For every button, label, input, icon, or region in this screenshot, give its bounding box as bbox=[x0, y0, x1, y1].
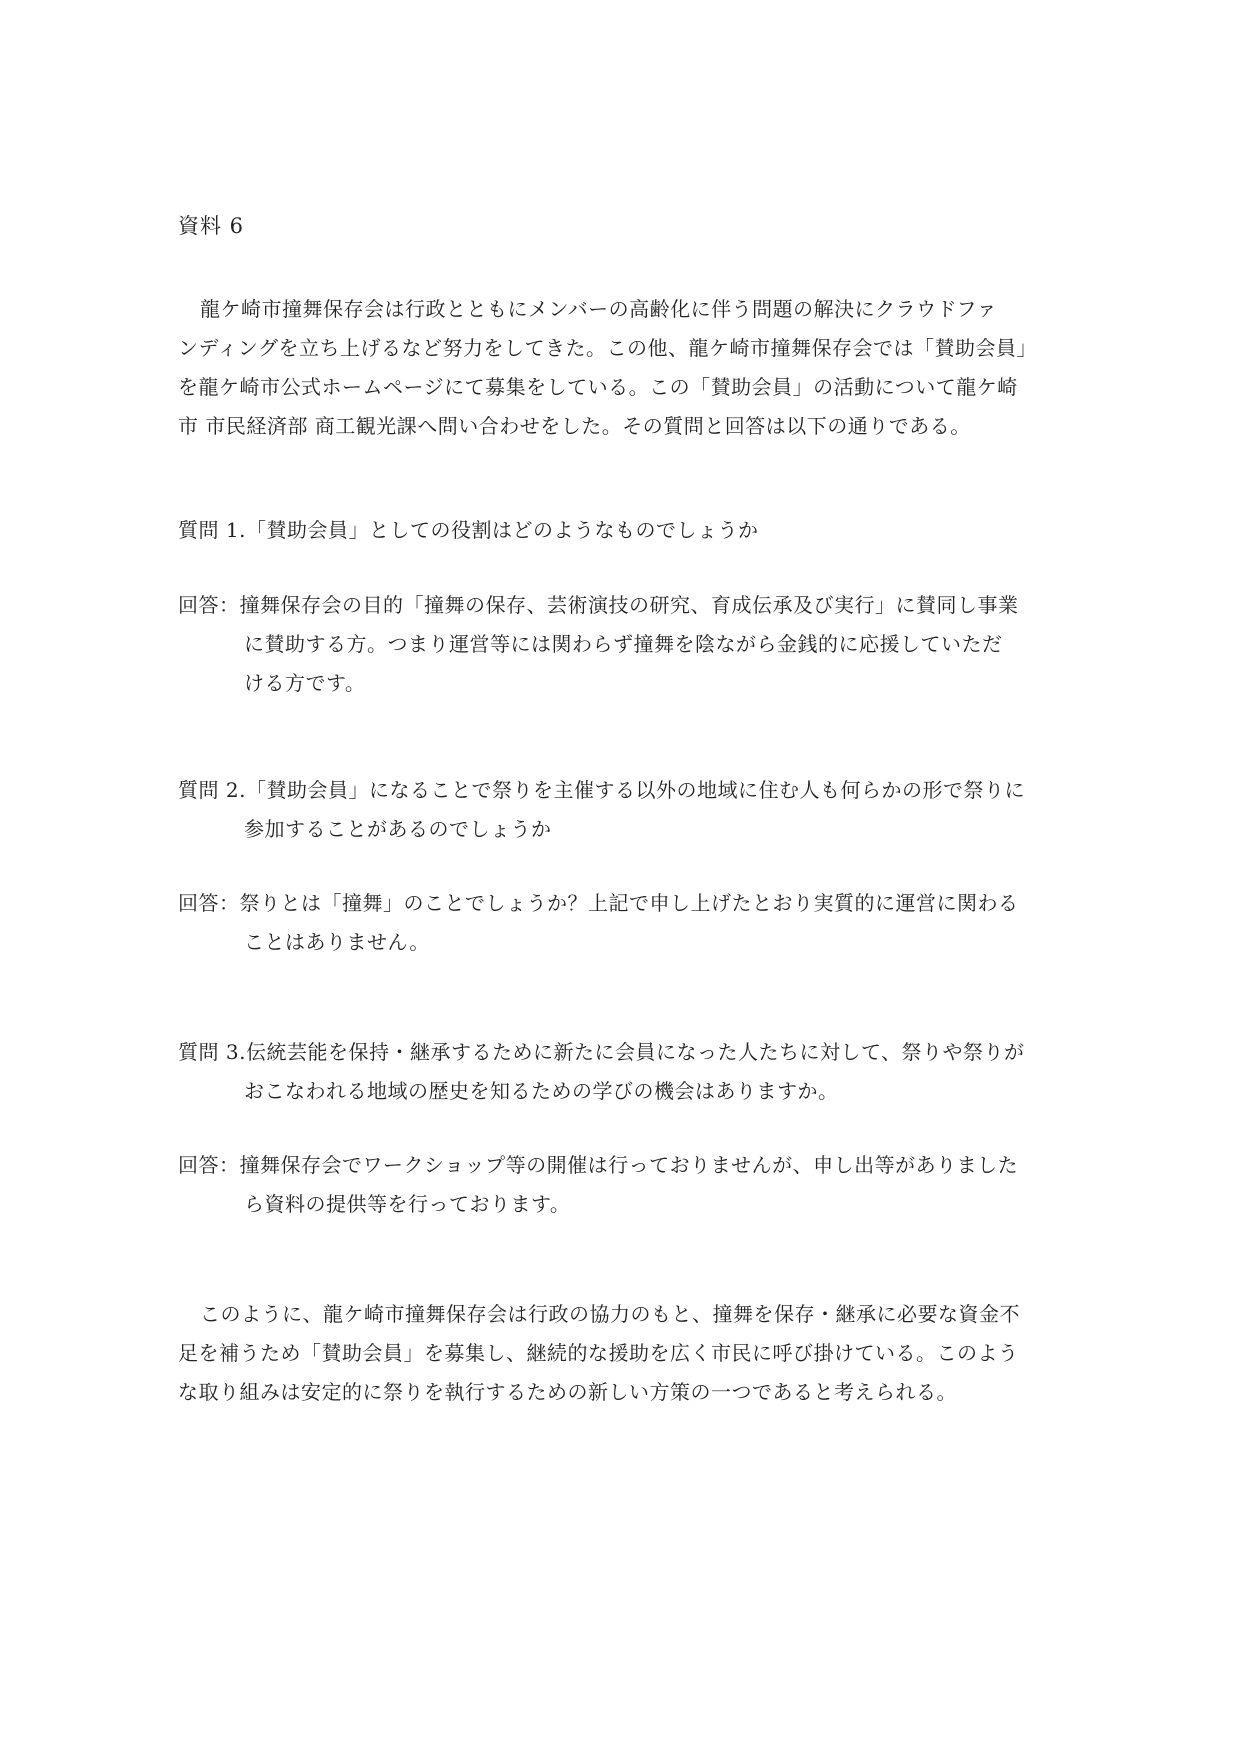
question-3-line: 質問 3.伝統芸能を保持・継承するために新たに会員になった人たちに対して、祭りや祭りが bbox=[178, 1040, 1025, 1064]
intro-line: 龍ケ崎市撞舞保存会は行政とともにメンバーの高齢化に伴う問題の解決にクラウドファ bbox=[200, 297, 998, 321]
document-label: 資料 6 bbox=[178, 214, 245, 238]
answer-3 bbox=[178, 1146, 1068, 1224]
intro-line: ンディングを立ち上げるなど努力をしてきた。この他、龍ケ崎市撞舞保存会では「賛助会員」 bbox=[178, 336, 1037, 360]
conclusion-line: な取り組みは安定的に祭りを執行するための新しい方策の一つであると考えられる。 bbox=[178, 1380, 957, 1404]
answer-1-line: ける方です。 bbox=[244, 671, 366, 695]
answer-1-line: 回答：撞舞保存会の目的「撞舞の保存、芸術演技の研究、育成伝承及び実行」に賛同し事業 bbox=[178, 593, 1019, 617]
question-2-line: 参加することがあるのでしょうか bbox=[244, 817, 552, 841]
answer-1 bbox=[178, 586, 1068, 703]
question-3 bbox=[178, 1033, 1068, 1111]
conclusion-line: 足を補うため「賛助会員」を募集し、継続的な援助を広く市民に呼び掛けている。このよう bbox=[178, 1341, 1019, 1365]
answer-3-line: ら資料の提供等を行っております。 bbox=[244, 1192, 571, 1216]
question-1 bbox=[178, 511, 1068, 550]
intro-paragraph bbox=[178, 290, 1068, 446]
answer-1-line: に賛助する方。つまり運営等には関わらず撞舞を陰ながら金銭的に応援していただ bbox=[244, 632, 1003, 656]
question-1-line: 質問 1.「賛助会員」としての役割はどのようなものでしょうか bbox=[178, 518, 759, 542]
answer-2-line: ことはありません。 bbox=[244, 930, 430, 954]
conclusion-line: このように、龍ケ崎市撞舞保存会は行政の協力のもと、撞舞を保存・継承に必要な資金不 bbox=[200, 1302, 1020, 1326]
answer-2 bbox=[178, 884, 1068, 962]
answer-2-line: 回答：祭りとは「撞舞」のことでしょうか？上記で申し上げたとおり実質的に運営に関わる bbox=[178, 891, 1019, 915]
question-3-line: おこなわれる地域の歴史を知るための学びの機会はありますか。 bbox=[244, 1079, 839, 1103]
question-2-line: 質問 2.「賛助会員」になることで祭りを主催する以外の地域に住む人も何らかの形で祭りに bbox=[178, 778, 1025, 802]
intro-line: 市 市民経済部 商工観光課へ問い合わせをした。その質問と回答は以下の通りである。 bbox=[178, 414, 971, 438]
conclusion-paragraph bbox=[178, 1295, 1068, 1412]
intro-line: を龍ケ崎市公式ホームページにて募集をしている。この「賛助会員」の活動について龍ケ崎 bbox=[178, 375, 1018, 399]
question-2 bbox=[178, 771, 1068, 849]
answer-3-line: 回答：撞舞保存会でワークショップ等の開催は行っておりませんが、申し出等がありました bbox=[178, 1153, 1019, 1177]
